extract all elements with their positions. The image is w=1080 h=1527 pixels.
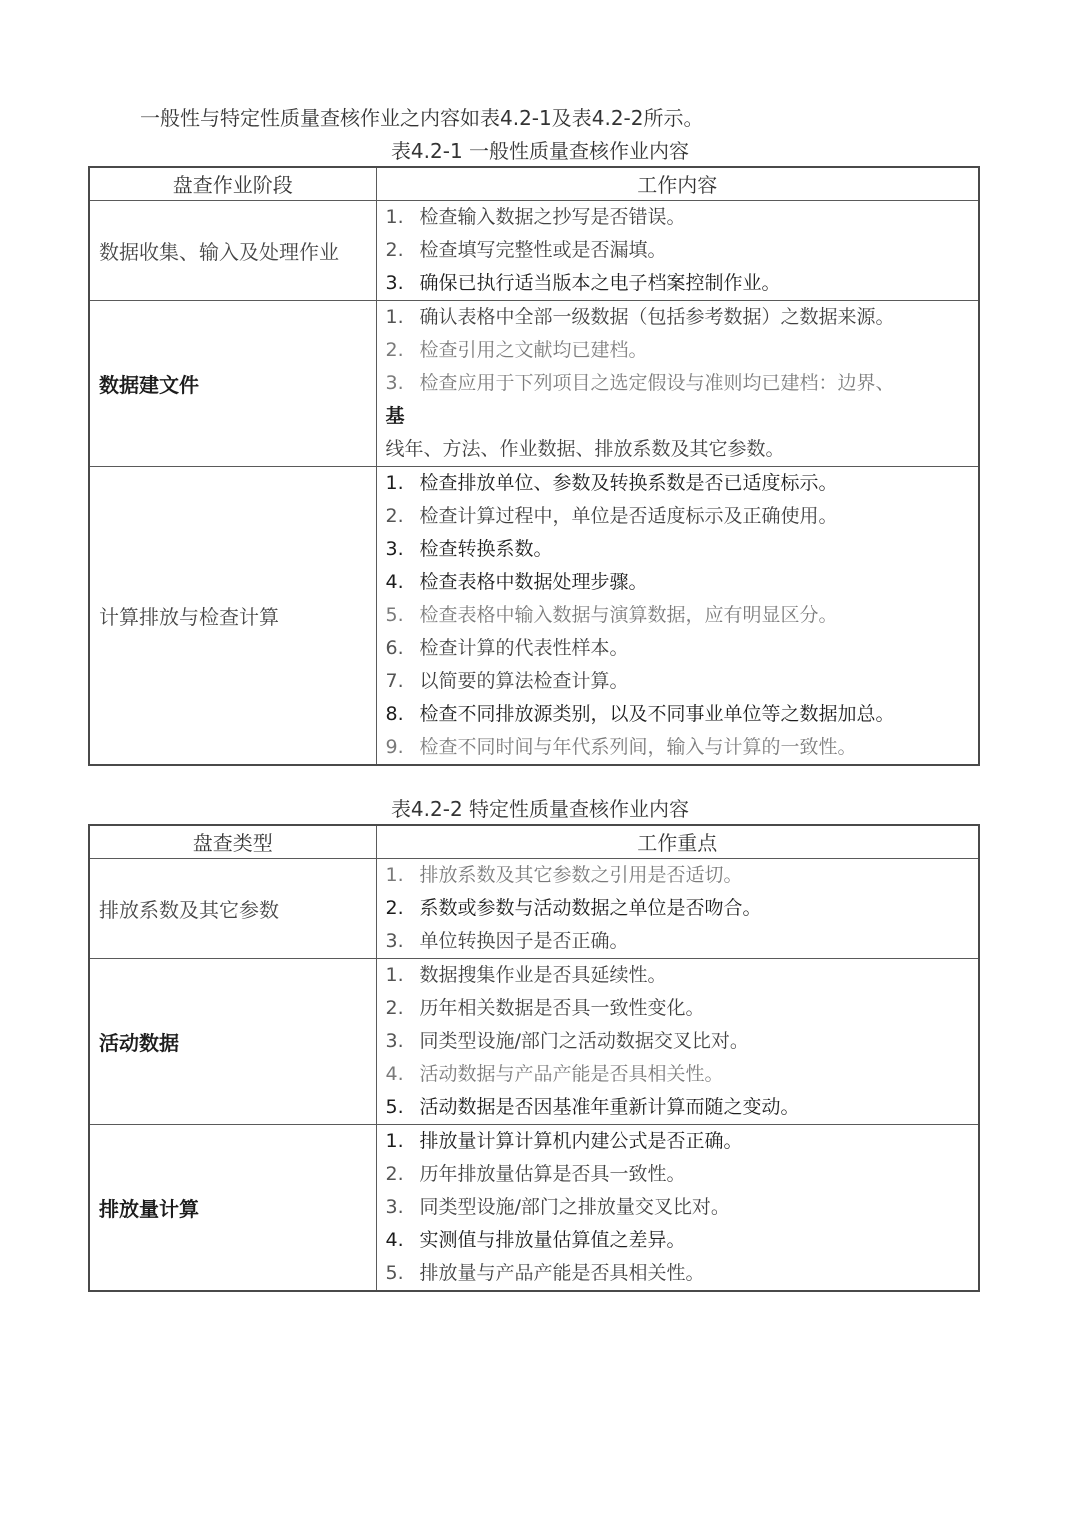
table-row bbox=[89, 300, 979, 466]
list-item: 2. 检查填写完整性或是否漏填。 bbox=[385, 238, 667, 261]
table2-caption: 表4.2-2 特定性质量查核作业内容 bbox=[390, 797, 690, 821]
list-item: 1. 检查排放单位、参数及转换系数是否已适度标示。 bbox=[385, 471, 838, 494]
list-item: 1. 检查输入数据之抄写是否错误。 bbox=[385, 205, 686, 228]
stage-cell: 活动数据 bbox=[89, 958, 376, 1124]
table-header-row bbox=[89, 167, 979, 200]
table1-caption: 表4.2-1 一般性质量查核作业内容 bbox=[390, 139, 690, 163]
intro-paragraph: 一般性与特定性质量查核作业之内容如表4.2-1及表4.2-2所示。 bbox=[140, 106, 704, 130]
list-item: 3. 确保已执行适当版本之电子档案控制作业。 bbox=[385, 271, 781, 294]
list-item: 4. 活动数据与产品产能是否具相关性。 bbox=[385, 1062, 724, 1085]
list-item: 2. 检查计算过程中，单位是否适度标示及正确使用。 bbox=[385, 504, 838, 527]
list-item: 8. 检查不同排放源类别，以及不同事业单位等之数据加总。 bbox=[385, 702, 895, 725]
items-cell bbox=[376, 1124, 979, 1291]
list-item: 3. 检查转换系数。 bbox=[385, 537, 553, 560]
list-item: 5. 活动数据是否因基准年重新计算而随之变动。 bbox=[385, 1095, 800, 1118]
list-item: 5. 检查表格中输入数据与演算数据，应有明显区分。 bbox=[385, 603, 838, 626]
list-item: 2. 历年排放量估算是否具一致性。 bbox=[385, 1162, 686, 1185]
list-item: 3. 同类型设施/部门之活动数据交叉比对。 bbox=[385, 1029, 749, 1052]
list-item: 2. 历年相关数据是否具一致性变化。 bbox=[385, 996, 705, 1019]
list-item: 1. 数据搜集作业是否具延续性。 bbox=[385, 963, 667, 986]
list-item: 2. 系数或参数与活动数据之单位是否吻合。 bbox=[385, 896, 762, 919]
list-item: 2. 检查引用之文献均已建档。 bbox=[385, 338, 648, 361]
list-item: 3. 同类型设施/部门之排放量交叉比对。 bbox=[385, 1195, 730, 1218]
general-qc-table bbox=[88, 166, 980, 766]
header-focus: 工作重点 bbox=[376, 825, 979, 858]
list-item: 1. 排放量计算计算机内建公式是否正确。 bbox=[385, 1129, 743, 1152]
table-row bbox=[89, 858, 979, 958]
header-content: 工作内容 bbox=[376, 167, 979, 200]
stage-cell: 计算排放与检查计算 bbox=[89, 466, 376, 765]
table-row bbox=[89, 958, 979, 1124]
list-item: 1. 确认表格中全部一级数据（包括参考数据）之数据来源。 bbox=[385, 305, 895, 328]
header-stage: 盘查作业阶段 bbox=[89, 167, 376, 200]
items-cell bbox=[376, 958, 979, 1124]
list-item: 9. 检查不同时间与年代系列间，输入与计算的一致性。 bbox=[385, 735, 857, 758]
table-header-row bbox=[89, 825, 979, 858]
list-item: 4. 实测值与排放量估算值之差异。 bbox=[385, 1228, 686, 1251]
list-item: 6. 检查计算的代表性样本。 bbox=[385, 636, 629, 659]
items-cell bbox=[376, 300, 979, 466]
list-item: 5. 排放量与产品产能是否具相关性。 bbox=[385, 1261, 705, 1284]
list-item: 4. 检查表格中数据处理步骤。 bbox=[385, 570, 648, 593]
list-item: 3. 检查应用于下列项目之选定假设与准则均已建档：边界、 bbox=[385, 371, 895, 394]
list-item: 1. 排放系数及其它参数之引用是否适切。 bbox=[385, 863, 743, 886]
specific-qc-table bbox=[88, 824, 980, 1292]
list-item-continuation: 线年、方法、作业数据、排放系数及其它参数。 bbox=[385, 437, 785, 460]
list-item: 3. 单位转换因子是否正确。 bbox=[385, 929, 629, 952]
stage-cell: 排放量计算 bbox=[89, 1124, 376, 1291]
stage-cell: 数据建文件 bbox=[89, 300, 376, 466]
table-row bbox=[89, 1124, 979, 1291]
stage-cell: 数据收集、输入及处理作业 bbox=[89, 200, 376, 300]
table-row bbox=[89, 466, 979, 765]
stage-cell: 排放系数及其它参数 bbox=[89, 858, 376, 958]
items-cell bbox=[376, 466, 979, 765]
items-cell bbox=[376, 858, 979, 958]
header-type: 盘查类型 bbox=[89, 825, 376, 858]
list-item: 7. 以简要的算法检查计算。 bbox=[385, 669, 629, 692]
table-row bbox=[89, 200, 979, 300]
items-cell bbox=[376, 200, 979, 300]
list-item-continuation: 基 bbox=[385, 404, 405, 427]
